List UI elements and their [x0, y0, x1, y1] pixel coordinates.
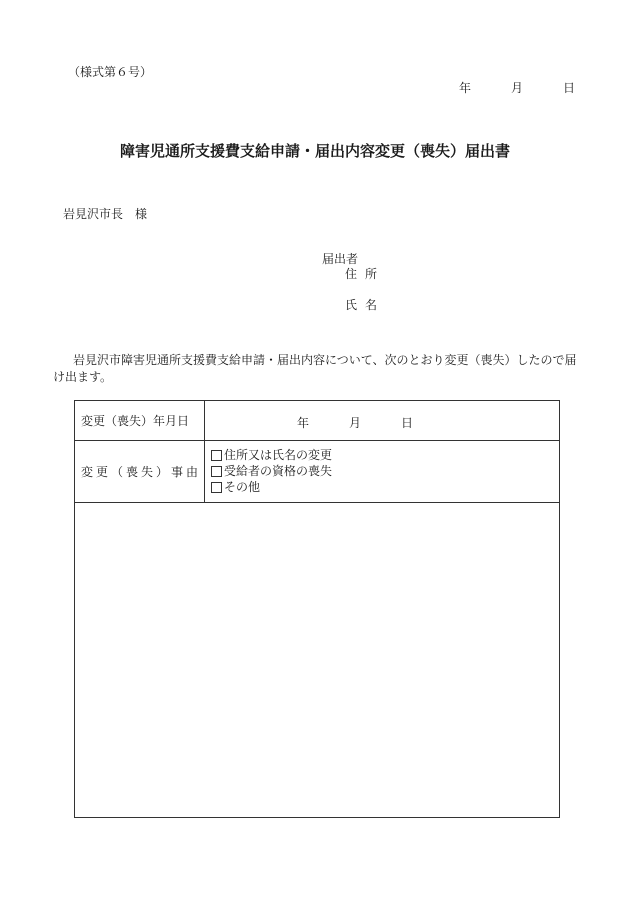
change-date-year-unit: 年	[297, 416, 310, 430]
option-label: 住所又は氏名の変更	[224, 448, 333, 462]
change-date-month-unit: 月	[349, 416, 362, 430]
change-date-day-unit: 日	[401, 416, 414, 430]
checkbox[interactable]	[211, 466, 222, 477]
option-address-name-change[interactable]	[211, 447, 332, 463]
applicant-label: 届出者	[322, 252, 359, 266]
date-month-unit: 月	[511, 81, 524, 95]
body-text: 岩見沢市障害児通所支援費支給申請・届出内容について、次のとおり変更（喪失）したので届け出ます。	[53, 353, 577, 384]
date-day-unit: 日	[563, 81, 576, 95]
checkbox[interactable]	[211, 450, 222, 461]
option-other[interactable]	[211, 479, 332, 495]
option-label: 受給者の資格の喪失	[224, 464, 333, 478]
change-date-field[interactable]	[205, 401, 559, 440]
date-header	[459, 79, 575, 96]
change-date-label: 変更（喪失）年月日	[75, 401, 205, 440]
form-number: （様式第６号）	[68, 65, 153, 79]
change-reason-label: 変更（喪失）事由	[75, 441, 205, 502]
address-label: 住所	[345, 267, 386, 281]
change-date-units	[297, 414, 413, 431]
option-eligibility-loss[interactable]	[211, 463, 332, 479]
name-label: 氏名	[345, 298, 386, 312]
addressee: 岩見沢市長 様	[63, 207, 148, 221]
details-area[interactable]	[75, 503, 559, 817]
change-reason-options	[205, 441, 559, 502]
date-year-unit: 年	[459, 81, 472, 95]
option-label: その他	[224, 480, 261, 494]
checkbox[interactable]	[211, 482, 222, 493]
change-date-row	[75, 401, 559, 441]
form-table	[74, 400, 560, 818]
document-title: 障害児通所支援費支給申請・届出内容変更（喪失）届出書	[119, 142, 510, 160]
change-reason-row	[75, 441, 559, 503]
